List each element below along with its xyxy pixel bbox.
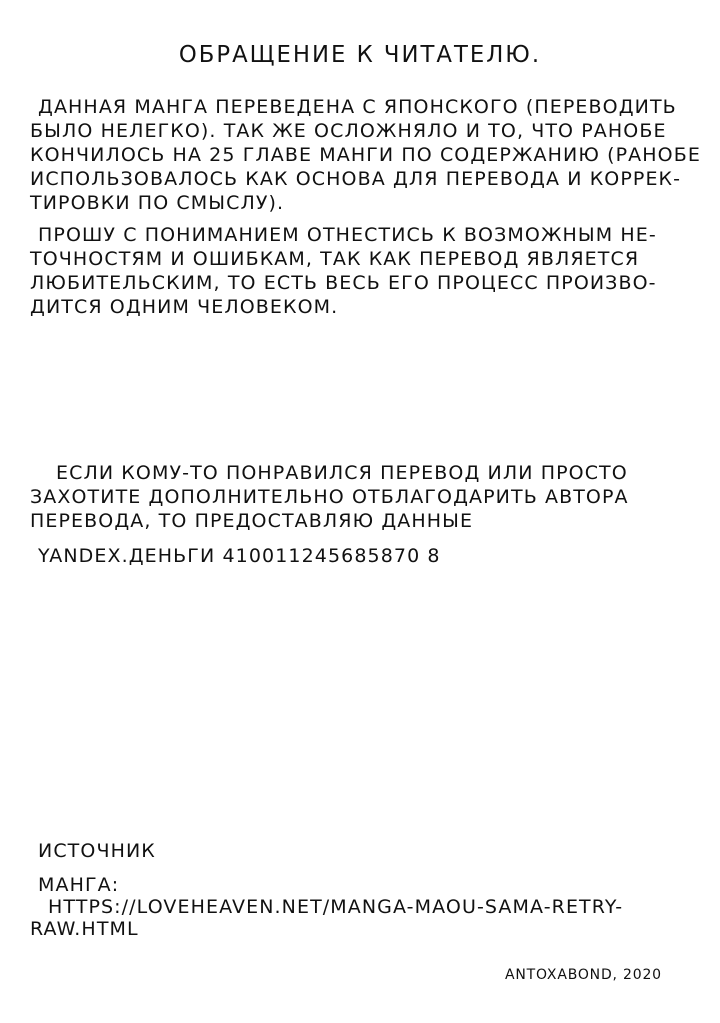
signature: ANTOXABOND, 2020 bbox=[505, 967, 662, 983]
paragraph2-line: ЛЮБИТЕЛЬСКИМ, ТО ЕСТЬ ВЕСЬ ЕГО ПРОЦЕСС ПРОИЗВО- bbox=[30, 272, 657, 294]
paragraph2-line: ПРОШУ С ПОНИМАНИЕМ ОТНЕСТИСЬ К ВОЗМОЖНЫМ НЕ- bbox=[38, 224, 657, 246]
paragraph2-line: ДИТСЯ ОДНИМ ЧЕЛОВЕКОМ. bbox=[30, 296, 339, 318]
paragraph3-line: ЗАХОТИТЕ ДОПОЛНИТЕЛЬНО ОТБЛАГОДАРИТЬ АВТОРА bbox=[30, 486, 629, 508]
paragraph1-line: БЫЛО НЕЛЕГКО). ТАК ЖЕ ОСЛОЖНЯЛО И ТО, ЧТО РАНОБЕ bbox=[30, 120, 667, 142]
manga-label: МАНГА: bbox=[38, 874, 120, 896]
paragraph2-line: ТОЧНОСТЯМ И ОШИБКАМ, ТАК КАК ПЕРЕВОД ЯВЛЯЕТСЯ bbox=[30, 248, 640, 270]
paragraph1-line: КОНЧИЛОСЬ НА 25 ГЛАВЕ МАНГИ ПО СОДЕРЖАНИЮ (РАНОБЕ bbox=[30, 144, 701, 166]
source-url-line: RAW.HTML bbox=[30, 918, 139, 940]
paragraph1-line: ТИРОВКИ ПО СМЫСЛУ). bbox=[30, 192, 285, 214]
source-label: ИСТОЧНИК bbox=[38, 840, 156, 862]
paragraph3-line: ПЕРЕВОДА, ТО ПРЕДОСТАВЛЯЮ ДАННЫЕ bbox=[30, 510, 474, 532]
page-title: ОБРАЩЕНИЕ К ЧИТАТЕЛЮ. bbox=[178, 42, 542, 68]
paragraph1-line: ИСПОЛЬЗОВАЛОСЬ КАК ОСНОВА ДЛЯ ПЕРЕВОДА И КОРРЕК- bbox=[30, 168, 682, 190]
paragraph1-line: ДАННАЯ МАНГА ПЕРЕВЕДЕНА С ЯПОНСКОГО (ПЕРЕВОДИТЬ bbox=[38, 96, 677, 118]
payment-details: YANDEX.ДЕНЬГИ 410011245685870 8 bbox=[38, 545, 441, 567]
paragraph3-line: ЕСЛИ КОМУ-ТО ПОНРАВИЛСЯ ПЕРЕВОД ИЛИ ПРОСТО bbox=[56, 462, 628, 484]
source-url-line: HTTPS://LOVEHEAVEN.NET/MANGA-MAOU-SAMA-RETRY- bbox=[48, 896, 624, 918]
